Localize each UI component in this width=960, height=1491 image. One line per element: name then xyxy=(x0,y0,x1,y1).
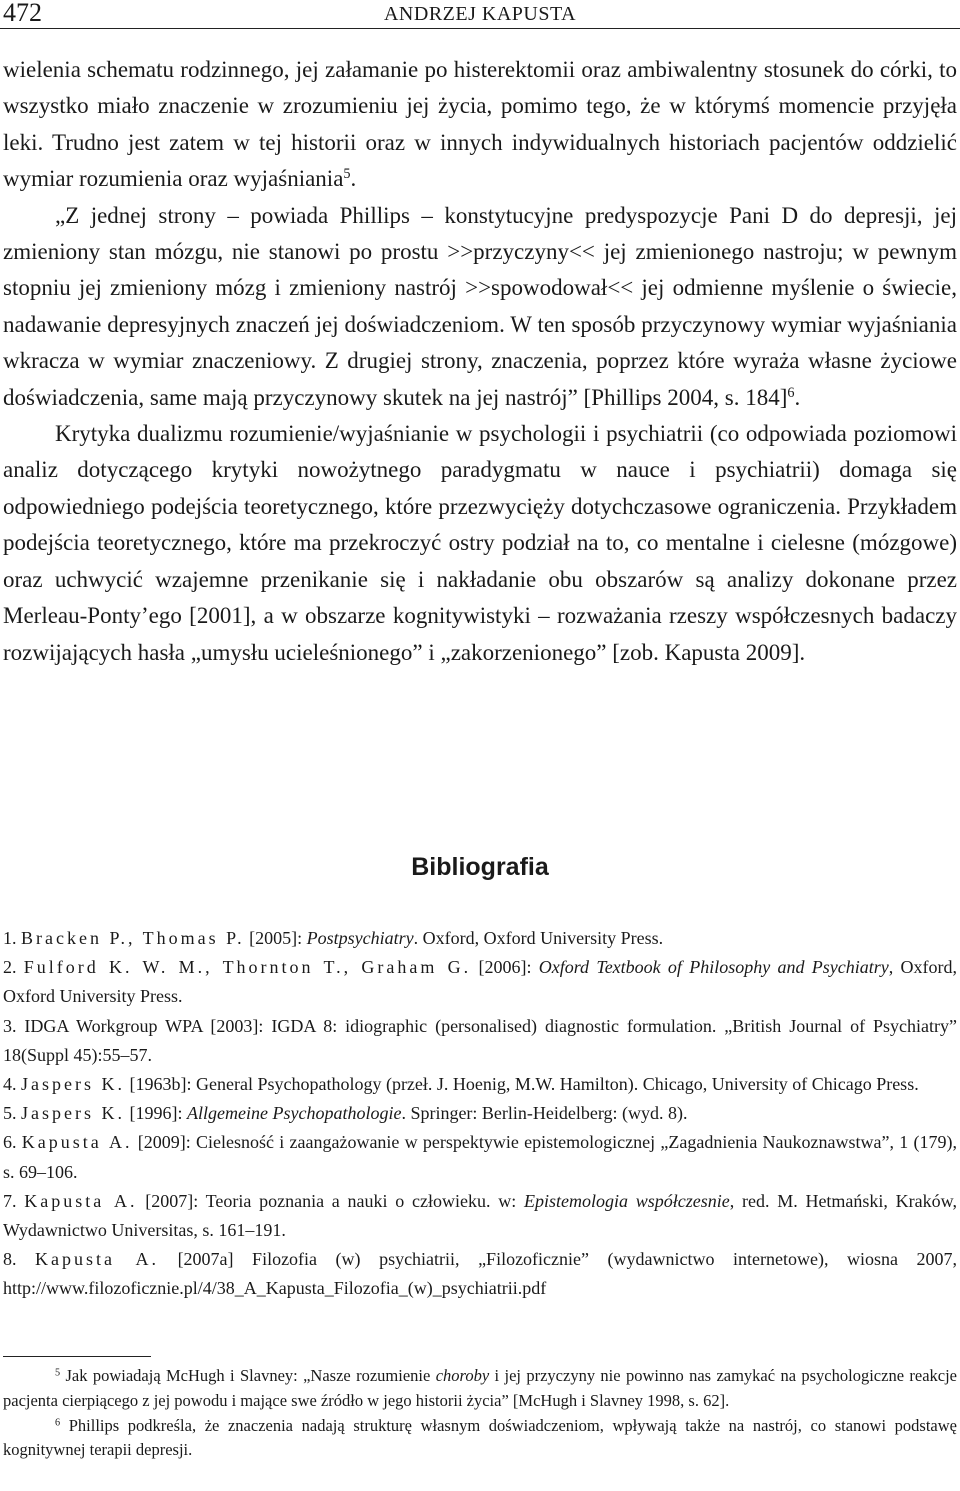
p1-line-2: stosunek do córki, to wszystko miało znaczenie w zrozumieniu jej życia, pomimo xyxy=(3,57,958,119)
bibliography-list xyxy=(3,924,957,1304)
bib-text-rest: , Oxford, Oxford University Press. xyxy=(3,957,957,1007)
p1-line-5: wyjaśniania xyxy=(233,166,344,192)
p1-line-4: w innych indywidualnych historiach pacjentów oddzielić wymiar rozumienia oraz xyxy=(3,129,957,192)
bib-text-rest: , red. M. Hetmański, Kraków, Wydawnictwo Universitas, s. 161–191. xyxy=(3,1190,957,1241)
bib-num: 8. xyxy=(3,1249,36,1270)
p2-text: „Z jednej strony – powiada Phillips – konstytucyjne predyspozycje Pani D do depresji, jej zmieniony stan mózgu, nie stanowi po prostu >>przyczyny<< jej zmienionego nastroju; w pewnym stopniu jej zmieniony mózg i zmieniony nastrój >>spowodował<< jej odmienne myślenie o świecie, nadawanie depresyjnych znaczeń jej doświadczeniom. W ten sposób przyczynowy wymiar wyjaśniania wkracza w wymiar znaczeniowy. Z drugiej strony, znaczenia, poprzez które wyraża własne życiowe doświadczenia, same mają przyczynowy skutek na jej nastrój” [Phillips 2004, s. 184] xyxy=(3,202,957,410)
bib-entry xyxy=(3,924,957,953)
bib-num: 6. xyxy=(3,1132,22,1153)
p3-text: Krytyka dualizmu rozumienie/wyjaśnianie w psychologii i psychiatrii (co odpowiada poziomowi analiz dotyczącego krytyki nowożytnego paradygmatu w nauce i psychiatrii) domaga się odpowiedniego podejścia teoretycznego, które przezwycięży dotychczasowe ograniczenia. Przykładem podejścia teoretycznego, które ma przekroczyć ostry podział na to, co mentalne i cielesne (mózgowe) oraz uchwycić wzajemne przenikanie się i nakładanie obu obszarów są analizy dokonane przez Merleau-Ponty’ego [2001], a w obszarze kognitywistyki – rozważania rzeszy współczesnych badaczy rozwijających hasła „umysłu ucieleśnionego” i „zakorzenionego” [zob. Kapusta 2009]. xyxy=(3,421,957,665)
bib-num: 4. xyxy=(3,1074,21,1095)
bib-text: IDGA Workgroup WPA [2003]: IGDA 8: idiographic (personalised) diagnostic formulation. „British Journal of Psychiatry” 18(Suppl 45):55–57. xyxy=(3,1015,957,1065)
bib-entry xyxy=(3,1128,957,1186)
p1-line-1: wielenia schematu rodzinnego, jej załamanie po histerektomii oraz ambiwalentny xyxy=(3,57,758,82)
bibliography-heading: Bibliografia xyxy=(411,853,549,881)
footnotes xyxy=(3,1364,957,1463)
footnote-ref-6[interactable]: 6 xyxy=(787,384,795,401)
bib-num: 7. xyxy=(3,1190,25,1211)
bib-entry xyxy=(3,1245,957,1303)
footnote-text: Phillips podkreśla, że znaczenia nadają strukturę własnym doświadczeniom, wpływają także na nastrój, co stanowi podstawę kognitywnej terapii depresji. xyxy=(3,1415,957,1460)
bib-entry xyxy=(3,1099,957,1128)
bib-text-rest: . Springer: Berlin-Heidelberg: (wyd. 8). xyxy=(401,1103,688,1124)
paragraph-3 xyxy=(3,416,957,671)
bib-num: 2. xyxy=(3,957,24,978)
p1-line-3: tego, że w którymś momencie przyjęła leki. Trudno jest zatem w tej historii oraz xyxy=(3,93,957,155)
footnote-ref-5[interactable]: 5 xyxy=(343,166,351,183)
bib-text: [2007]: Teoria poznania a nauki o człowieku. w: xyxy=(137,1190,524,1211)
footnote-6 xyxy=(3,1414,957,1464)
running-header xyxy=(0,0,960,29)
footnote-number: 5 xyxy=(55,1367,61,1379)
bib-num: 1. xyxy=(3,928,21,948)
paragraph-2-quote xyxy=(3,198,957,416)
bib-title: Epistemologia współczesnie xyxy=(523,1190,730,1211)
bib-text: [1996]: xyxy=(125,1103,187,1124)
bib-title: Allgemeine Psychopathologie xyxy=(187,1103,402,1124)
bib-authors: Jaspers K. xyxy=(21,1103,125,1124)
bib-num: 3. xyxy=(3,1015,25,1036)
bib-num: 5. xyxy=(3,1103,21,1124)
bib-title: Postpsychiatry xyxy=(306,928,414,948)
bib-text: [1963b]: General Psychopathology (przeł. J. Hoenig, M.W. Hamilton). Chicago, University of Chicago Press. xyxy=(125,1074,919,1095)
bib-text-rest: . Oxford, Oxford University Press. xyxy=(413,928,664,948)
bib-authors: Jaspers K. xyxy=(21,1074,125,1095)
bib-authors: Kapusta A. xyxy=(35,1249,160,1270)
bib-text: [2006]: xyxy=(471,957,539,978)
bib-authors: Kapusta A. xyxy=(21,1132,133,1153)
footnote-5 xyxy=(3,1364,957,1414)
footnote-italic: choroby xyxy=(435,1366,490,1385)
bib-entry xyxy=(3,1070,957,1099)
bib-entry xyxy=(3,1012,957,1070)
bib-authors: Bracken P., Thomas P. xyxy=(21,928,245,948)
main-text xyxy=(3,52,957,671)
bib-text: [2009]: Cielesność i zaangażowanie w perspektywie epistemologicznej „Zagadnienia Naukoznawstwa”, 1 (179), s. 69–106. xyxy=(3,1132,957,1182)
p1-end: . xyxy=(350,166,357,192)
bib-authors: Fulford K. W. M., Thornton T., Graham G. xyxy=(23,957,472,978)
footnote-number: 6 xyxy=(55,1416,61,1428)
p2-end: . xyxy=(794,384,801,410)
bib-text[interactable]: [2007a] Filozofia (w) psychiatrii, „Filozoficznie” (wydawnictwo internetowe), wiosna 2007, http://www.filozoficznie.pl/4/38_A_Kapusta_Filozofia_(w)_psychiatrii.pdf xyxy=(3,1249,958,1299)
bib-authors: Kapusta A. xyxy=(24,1190,138,1211)
footnote-divider xyxy=(3,1356,151,1357)
bib-entry xyxy=(3,1187,957,1245)
footnote-text: Jak powiadają McHugh i Slavney: „Nasze rozumienie xyxy=(60,1366,436,1385)
bib-text: [2005]: xyxy=(244,928,307,948)
page-number: 472 xyxy=(3,0,42,27)
running-head-author: ANDRZEJ KAPUSTA xyxy=(383,3,577,25)
bib-title: Oxford Textbook of Philosophy and Psychiatry xyxy=(538,957,889,978)
bib-entry xyxy=(3,953,957,1011)
paragraph-1 xyxy=(3,52,957,198)
footnote-text-rest: i jej przyczyny nie powinno nas zamykać na psychologiczne reakcje pacjenta cierpiącego z jej powodu i mające swe źródło w jego historii życia” [McHugh i Slavney 1998, s. 62]. xyxy=(3,1366,958,1410)
